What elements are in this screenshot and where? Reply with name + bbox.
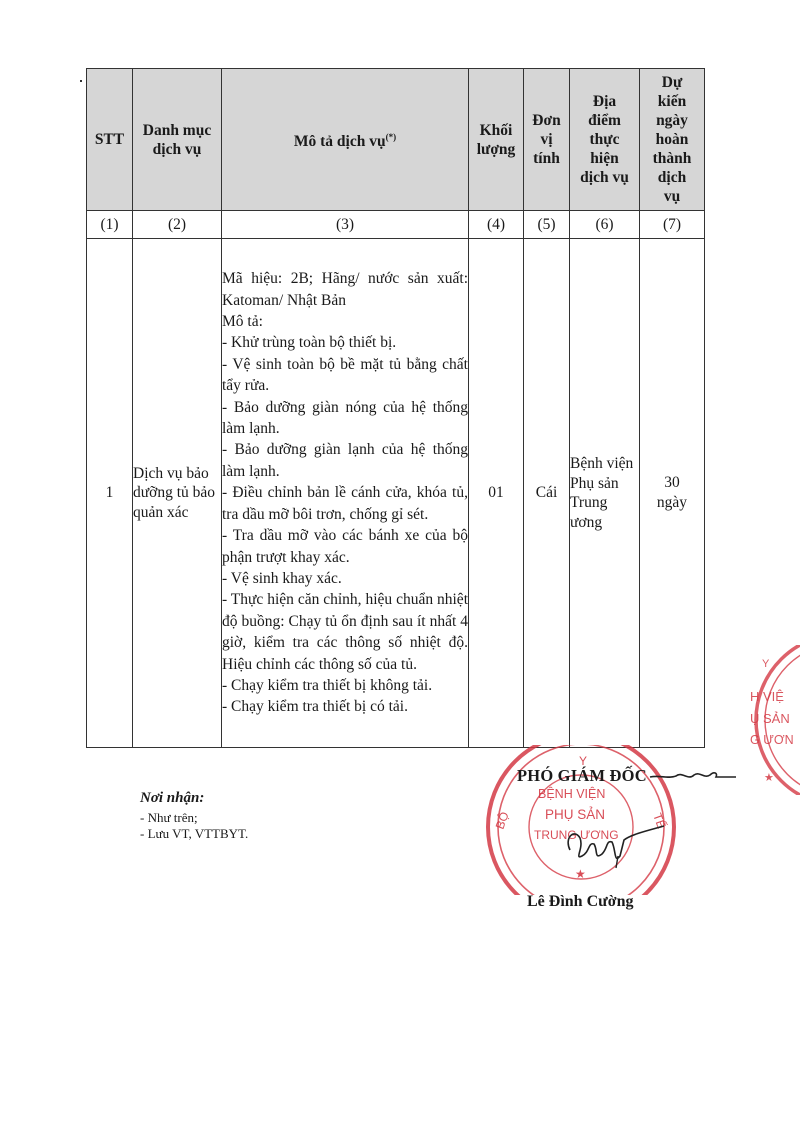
seal-partial-line-2: Ụ SẢN xyxy=(750,711,790,726)
header-description: Mô tả dịch vụ(*) xyxy=(222,69,469,211)
description-line: - Chạy kiểm tra thiết bị không tải. xyxy=(222,676,433,694)
description-line: - Thực hiện căn chỉnh, hiệu chuẩn nhiệt độ buồng: Chạy tủ ổn định sau ít nhất 4 giờ, kiểm tra các thông số nhiệt độ. Hiệu chỉnh các thông số của tủ. xyxy=(222,591,468,673)
row-place: Bệnh viện Phụ sản Trung ương xyxy=(570,239,640,748)
expected-days-number: 30 xyxy=(664,474,680,491)
description-line: - Điều chỉnh bản lề cánh cửa, khóa tủ, tra dầu mỡ bôi trơn, chống gỉ sét. xyxy=(222,484,468,523)
seal-partial-line-3: G ƯƠN xyxy=(750,733,794,747)
seal-edge-top: Y xyxy=(579,754,588,768)
description-line: - Tra dầu mỡ vào các bánh xe của bộ phận trượt khay xác. xyxy=(222,527,468,566)
column-number: (6) xyxy=(570,211,640,239)
header-category: Danh mục dịch vụ xyxy=(133,69,222,211)
seal-partial-star-icon: ★ xyxy=(764,772,774,784)
row-stt: 1 xyxy=(87,239,133,748)
signer-name: Lê Đình Cường xyxy=(527,893,634,910)
expected-days-unit: ngày xyxy=(656,494,688,511)
signature-title: PHÓ GIÁM ĐỐC xyxy=(517,766,647,785)
header-quantity: Khối lượng xyxy=(469,69,524,211)
seal-line-3: TRUNG ƯƠNG xyxy=(534,828,619,842)
column-number-row xyxy=(87,211,705,239)
column-number: (1) xyxy=(87,211,133,239)
description-line: Mã hiệu: 2B; Hãng/ nước sản xuất: Katoman/ Nhật Bản xyxy=(222,270,468,309)
seal-line-1: BỆNH VIỆN xyxy=(538,787,606,801)
recipients-block xyxy=(140,790,248,842)
description-line: - Chạy kiểm tra thiết bị có tải. xyxy=(222,698,408,716)
column-number: (7) xyxy=(640,211,705,239)
description-line: - Bảo dưỡng giàn lạnh của hệ thống làm lạnh. xyxy=(222,441,468,480)
recipient-item: - Lưu VT, VTTBYT. xyxy=(140,826,249,841)
seal-star-icon: ★ xyxy=(575,867,586,881)
description-line: - Bảo dưỡng giàn nóng của hệ thống làm lạnh. xyxy=(222,398,468,438)
row-quantity: 01 xyxy=(469,239,524,748)
description-line: - Vệ sinh khay xác. xyxy=(222,569,342,587)
header-place: Địa điểm thực hiện dịch vụ xyxy=(570,69,640,211)
seal-edge-left: BỘ xyxy=(492,809,512,832)
handwritten-signature xyxy=(560,820,670,870)
pen-flourish-mark xyxy=(648,765,738,789)
seal-line-2: PHỤ SẢN xyxy=(545,807,606,822)
header-stt: STT xyxy=(87,69,133,211)
seal-edge-right: TẾ xyxy=(650,811,669,831)
description-line: Mô tả: xyxy=(222,313,263,331)
header-unit: Đơn vị tính xyxy=(524,69,570,211)
description-line: - Khử trùng toàn bộ thiết bị. xyxy=(222,334,397,352)
table-row xyxy=(87,239,705,748)
seal-partial-line-1: H VIỆ xyxy=(750,689,784,704)
column-number: (5) xyxy=(524,211,570,239)
row-unit: Cái xyxy=(524,239,570,748)
scan-dot xyxy=(80,80,82,82)
row-description xyxy=(222,239,469,748)
column-number: (4) xyxy=(469,211,524,239)
row-expected xyxy=(640,239,705,748)
seal-partial-top: Y xyxy=(762,658,770,670)
recipient-item: - Như trên; xyxy=(140,810,198,825)
column-number: (3) xyxy=(222,211,469,239)
service-table xyxy=(86,68,705,748)
column-number: (2) xyxy=(133,211,222,239)
row-category: Dịch vụ bảo dưỡng tủ bảo quản xác xyxy=(133,239,222,748)
recipients-title: Nơi nhận: xyxy=(140,790,205,806)
table-header-row xyxy=(87,69,705,211)
description-line: - Vệ sinh toàn bộ bề mặt tủ bằng chất tẩy rửa. xyxy=(222,355,468,395)
header-expected: Dự kiến ngày hoàn thành dịch vụ xyxy=(640,69,705,211)
hospital-seal-partial xyxy=(742,645,800,795)
